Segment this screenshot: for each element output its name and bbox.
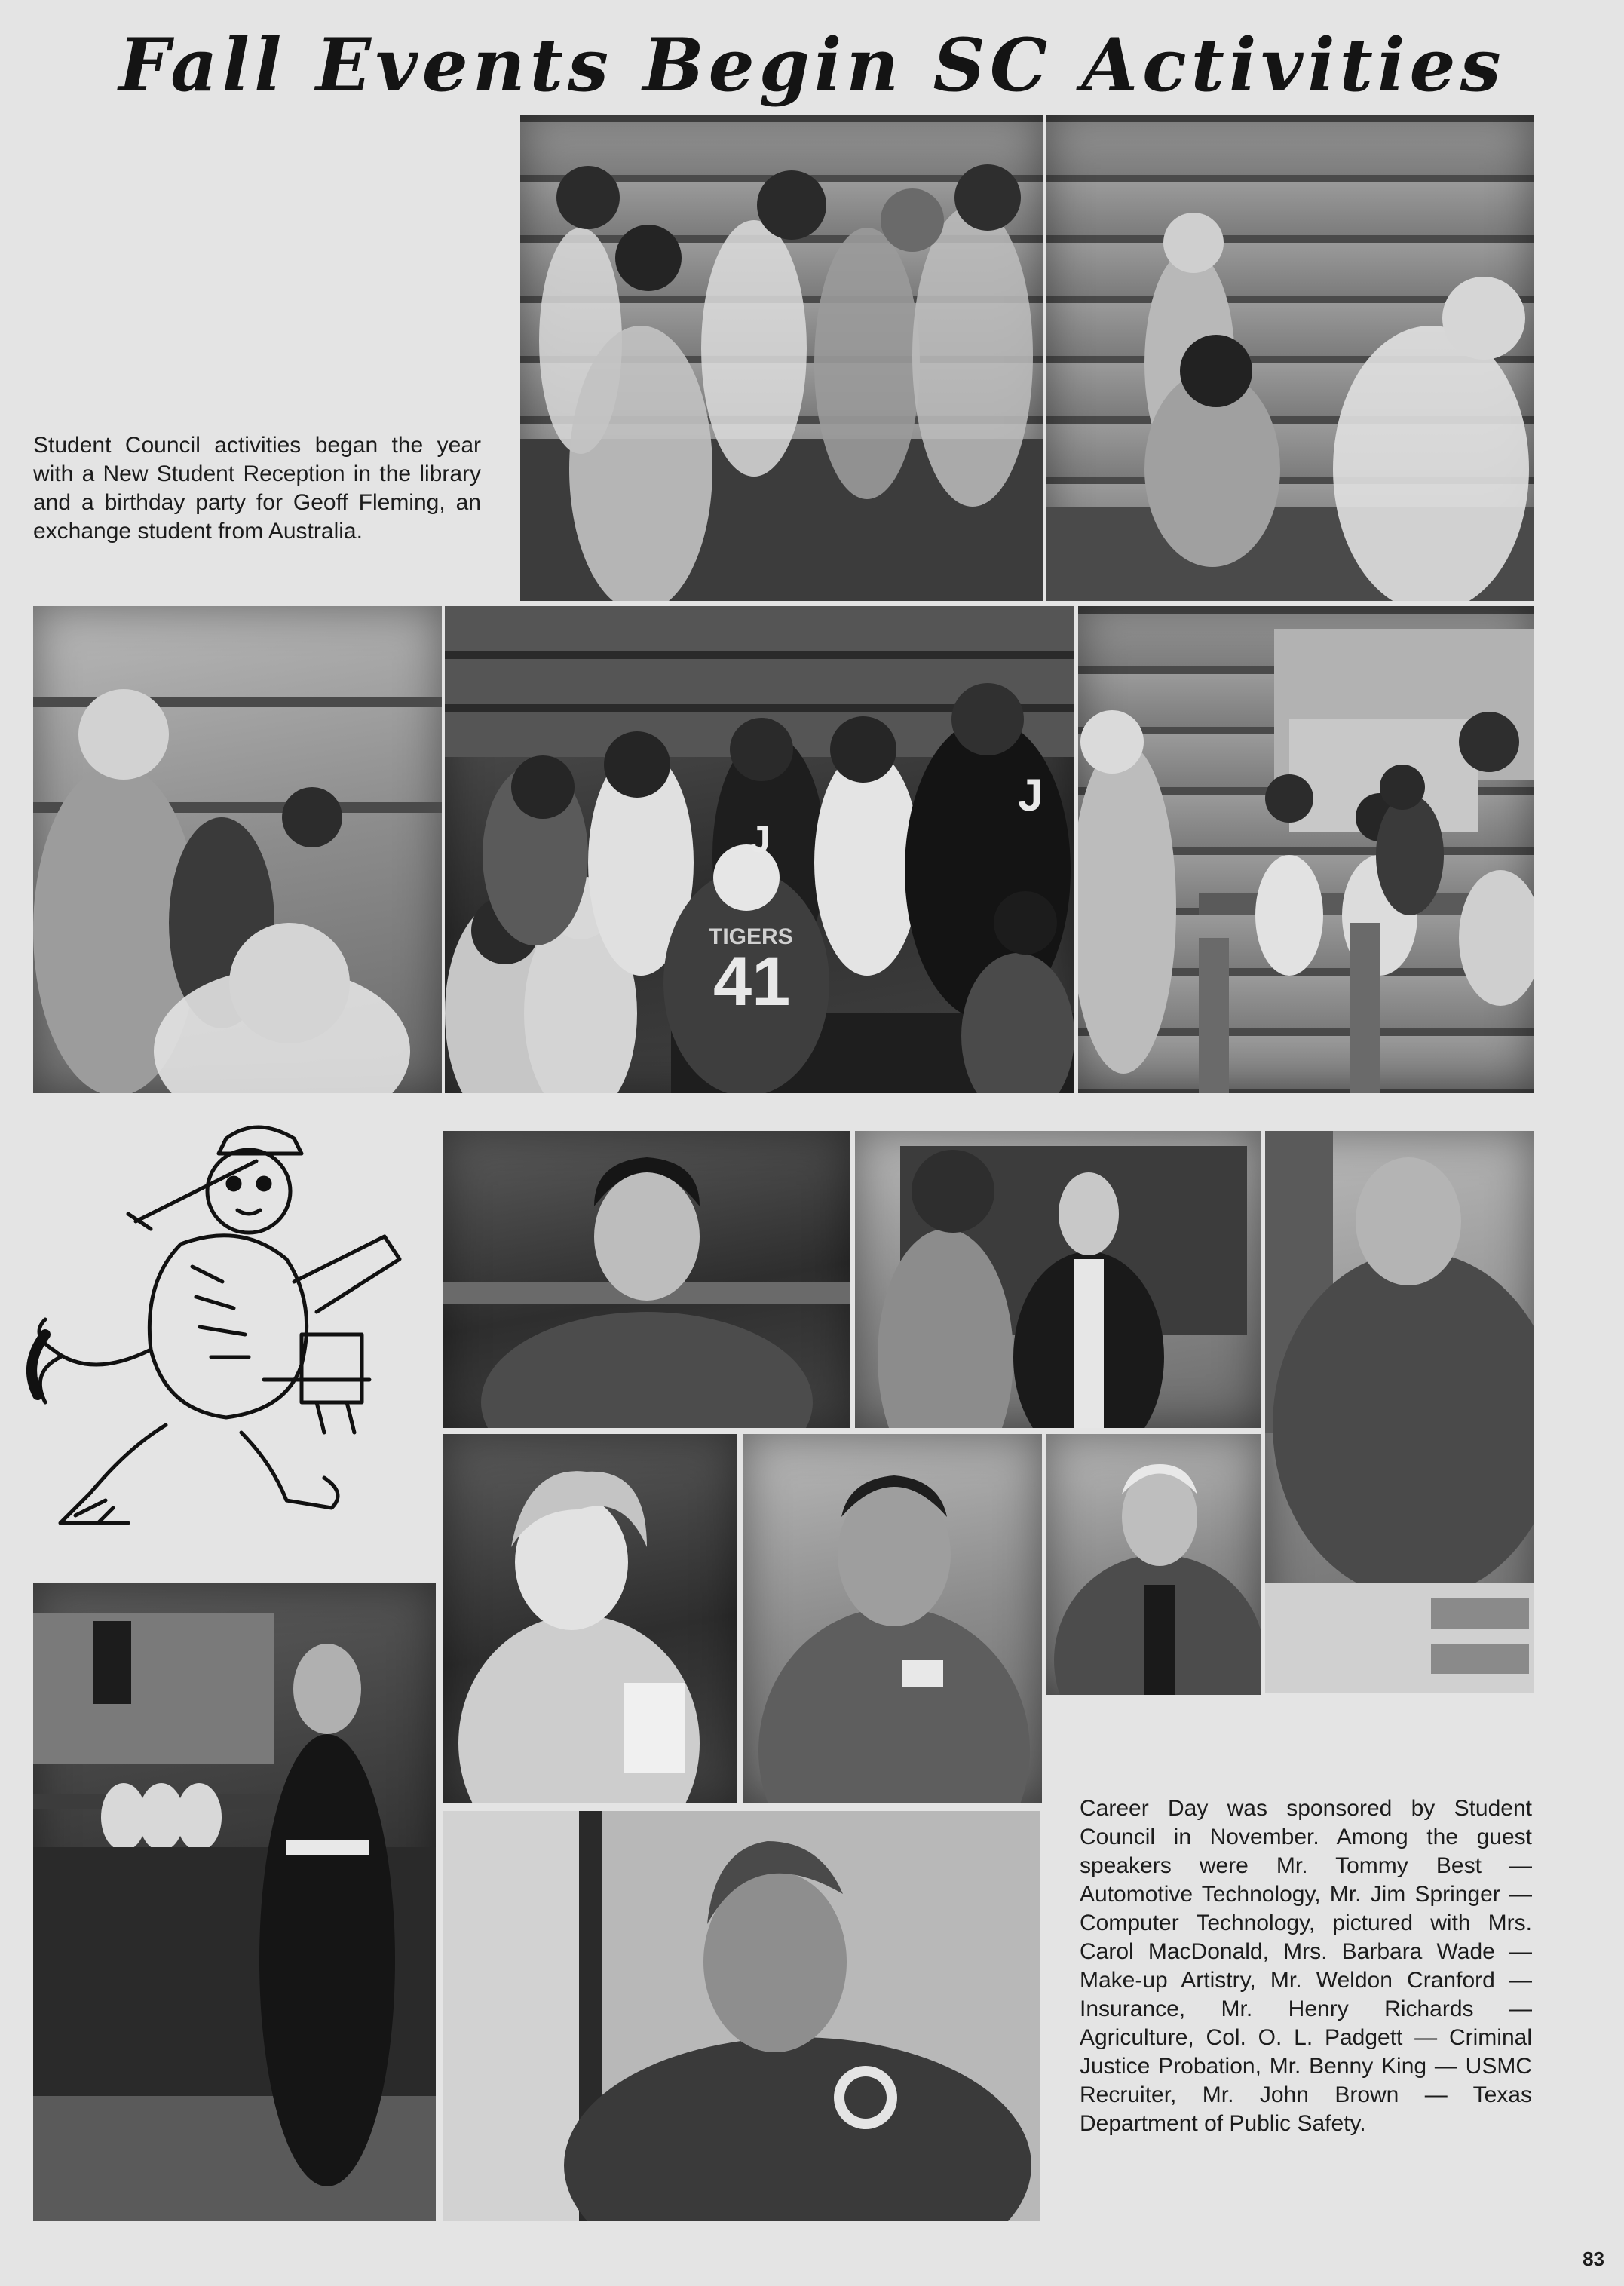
photo-speaker-chalkboard <box>855 1131 1261 1428</box>
photo-library-gathering <box>1046 115 1534 601</box>
tigers-shirt-number: 41 <box>713 943 791 1020</box>
page-title: Fall Events Begin SC Activities <box>118 23 1506 108</box>
reception-caption: Student Council activities began the year with a New Student Reception in the library and a birthday party for Geoff Fleming, an exchange student from Australia. <box>33 433 481 544</box>
page-number: 83 <box>1583 2248 1604 2270</box>
photo-group-with-jerseys <box>445 606 1074 1093</box>
photo-speaker-older-man <box>1046 1434 1261 1695</box>
photo-speaker-marine <box>33 1583 436 2221</box>
photo-library-tables <box>1078 606 1534 1093</box>
career-day-caption: Career Day was sponsored by Student Council in November. Among the guest speakers were Mr. Tommy Best — Automotive Technology, Mr. Jim Springer — Computer Technology, pictured with Mrs. Carol MacDonald, Mrs. Barbara Wade — Make-up Artistry, Mr. Weldon Cranford — Insurance, Mr. Henry Richards — Agriculture, Col. O. L. Padgett — Criminal Justice Probation, Mr. Benny King — USMC Recruiter, Mr. John Brown — Texas Department of Public Safety. <box>1080 1796 1532 2136</box>
photo-speaker-woman <box>443 1434 737 1803</box>
photo-speaker-glasses <box>743 1434 1042 1803</box>
photo-party-guests <box>33 606 442 1093</box>
tigers-shirt-text: TIGERS <box>709 924 793 949</box>
jersey-letter-left: J <box>749 818 771 860</box>
photo-library-reception-table <box>520 115 1043 601</box>
jersey-letter-right: J <box>1018 770 1043 820</box>
tiger-mascot-illustration <box>15 1108 437 1561</box>
photo-speaker-farmer <box>1265 1131 1534 1693</box>
photo-speaker-dps-officer <box>443 1811 1040 2221</box>
photo-speaker-seated <box>443 1131 850 1428</box>
